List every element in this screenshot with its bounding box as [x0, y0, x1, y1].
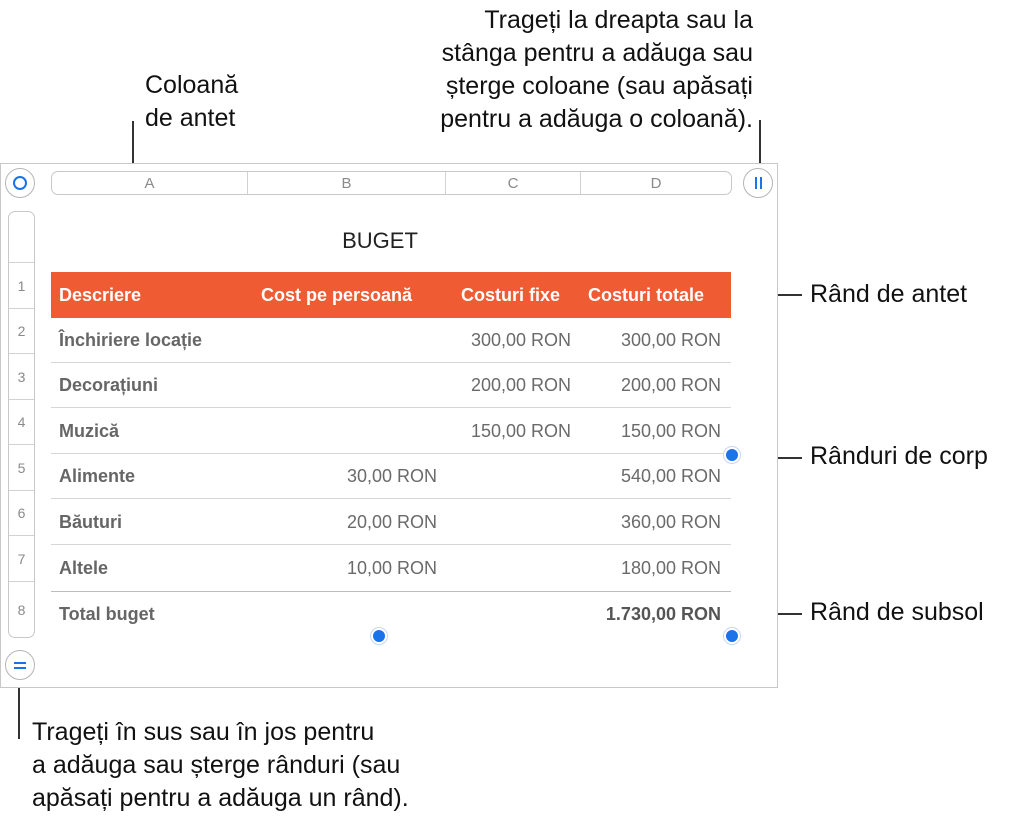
- table-cell[interactable]: Băuturi: [59, 512, 122, 532]
- table-cell[interactable]: Total buget: [59, 604, 155, 624]
- callout-line: pentru a adăuga o coloană).: [440, 105, 753, 133]
- table-cell[interactable]: 180,00 RON: [620, 558, 721, 578]
- callout-line: șterge coloane (sau apăsați: [445, 72, 753, 100]
- callout-line: stânga pentru a adăuga sau: [441, 39, 753, 67]
- table-cell[interactable]: Muzică: [59, 421, 120, 441]
- header-row-label: Rând de antet: [810, 280, 968, 308]
- row-ref[interactable]: 1: [9, 262, 34, 308]
- add-columns-leader-line: [759, 120, 761, 164]
- body-rows-label: Rânduri de corp: [810, 442, 988, 470]
- circle-icon: [13, 176, 27, 190]
- column-ref-d[interactable]: D: [650, 174, 662, 192]
- table-row[interactable]: [51, 500, 731, 545]
- callout-line: de antet: [145, 104, 236, 132]
- footer-row-label: Rând de subsol: [810, 598, 984, 626]
- table-cell[interactable]: 30,00 RON: [346, 466, 437, 486]
- table-cell[interactable]: Alimente: [59, 466, 136, 486]
- header-cell[interactable]: Cost pe persoană: [261, 284, 413, 305]
- table-cell[interactable]: Altele: [59, 558, 109, 578]
- row-ref[interactable]: 3: [9, 353, 34, 399]
- callout-line: Trageți în sus sau în jos pentru: [32, 718, 375, 746]
- footer-row[interactable]: [51, 592, 731, 637]
- table-cell[interactable]: 150,00 RON: [470, 421, 571, 441]
- table-row[interactable]: [51, 454, 731, 499]
- add-rows-leader-line: [18, 685, 20, 739]
- table-cell[interactable]: 1.730,00 RON: [605, 604, 721, 624]
- add-columns-callout: [440, 4, 753, 136]
- callout-line: apăsați pentru a adăuga un rând).: [32, 784, 409, 812]
- equals-icon: [14, 662, 26, 669]
- callout-line: a adăuga sau șterge rânduri (sau: [32, 751, 401, 779]
- row-ref[interactable]: 2: [9, 308, 34, 353]
- table-cell[interactable]: 300,00 RON: [620, 330, 721, 350]
- table-cell[interactable]: 150,00 RON: [620, 421, 721, 441]
- table-resize-handle[interactable]: [724, 628, 740, 644]
- add-row-button[interactable]: [5, 650, 35, 680]
- header-cell[interactable]: Costuri totale: [588, 284, 705, 305]
- table-row[interactable]: [51, 363, 731, 408]
- add-column-button[interactable]: [743, 168, 773, 198]
- table-cell[interactable]: 200,00 RON: [620, 375, 721, 395]
- table-cell[interactable]: 10,00 RON: [346, 558, 437, 578]
- header-cell[interactable]: Descriere: [59, 284, 142, 305]
- header-row[interactable]: [51, 272, 731, 318]
- select-all-button[interactable]: [5, 168, 35, 198]
- table-cell[interactable]: Închiriere locație: [59, 330, 203, 350]
- table-cell[interactable]: 360,00 RON: [620, 512, 721, 532]
- table-cell[interactable]: 300,00 RON: [470, 330, 571, 350]
- table-cell[interactable]: 200,00 RON: [470, 375, 571, 395]
- header-cell[interactable]: Costuri fixe: [461, 284, 561, 305]
- table-row[interactable]: [51, 409, 731, 454]
- column-ref-c[interactable]: C: [446, 172, 581, 194]
- table-cell[interactable]: Decorațiuni: [59, 375, 159, 395]
- table-row[interactable]: [51, 318, 731, 363]
- row-ref[interactable]: 4: [9, 399, 34, 444]
- row-ref[interactable]: 7: [9, 535, 34, 581]
- table-cell[interactable]: 20,00 RON: [346, 512, 437, 532]
- add-rows-callout: [32, 716, 409, 815]
- callout-line: Trageți la dreapta sau la: [484, 6, 753, 34]
- row-ref[interactable]: 5: [9, 444, 34, 490]
- callout-line: Coloană: [145, 71, 239, 99]
- header-column-callout: [145, 69, 238, 135]
- column-reference-bar[interactable]: [51, 171, 732, 195]
- row-ref[interactable]: 8: [9, 581, 34, 637]
- table-cell[interactable]: 540,00 RON: [620, 466, 721, 486]
- row-reference-bar[interactable]: [8, 211, 35, 638]
- column-ref-a[interactable]: A: [52, 172, 248, 194]
- row-ref[interactable]: 6: [9, 490, 34, 535]
- column-ref-b[interactable]: B: [248, 172, 446, 194]
- table-title[interactable]: BUGET: [342, 228, 418, 253]
- column-resize-handle[interactable]: [724, 447, 740, 463]
- pause-icon: [755, 177, 762, 189]
- row-resize-handle[interactable]: [371, 628, 387, 644]
- table-row[interactable]: [51, 546, 731, 591]
